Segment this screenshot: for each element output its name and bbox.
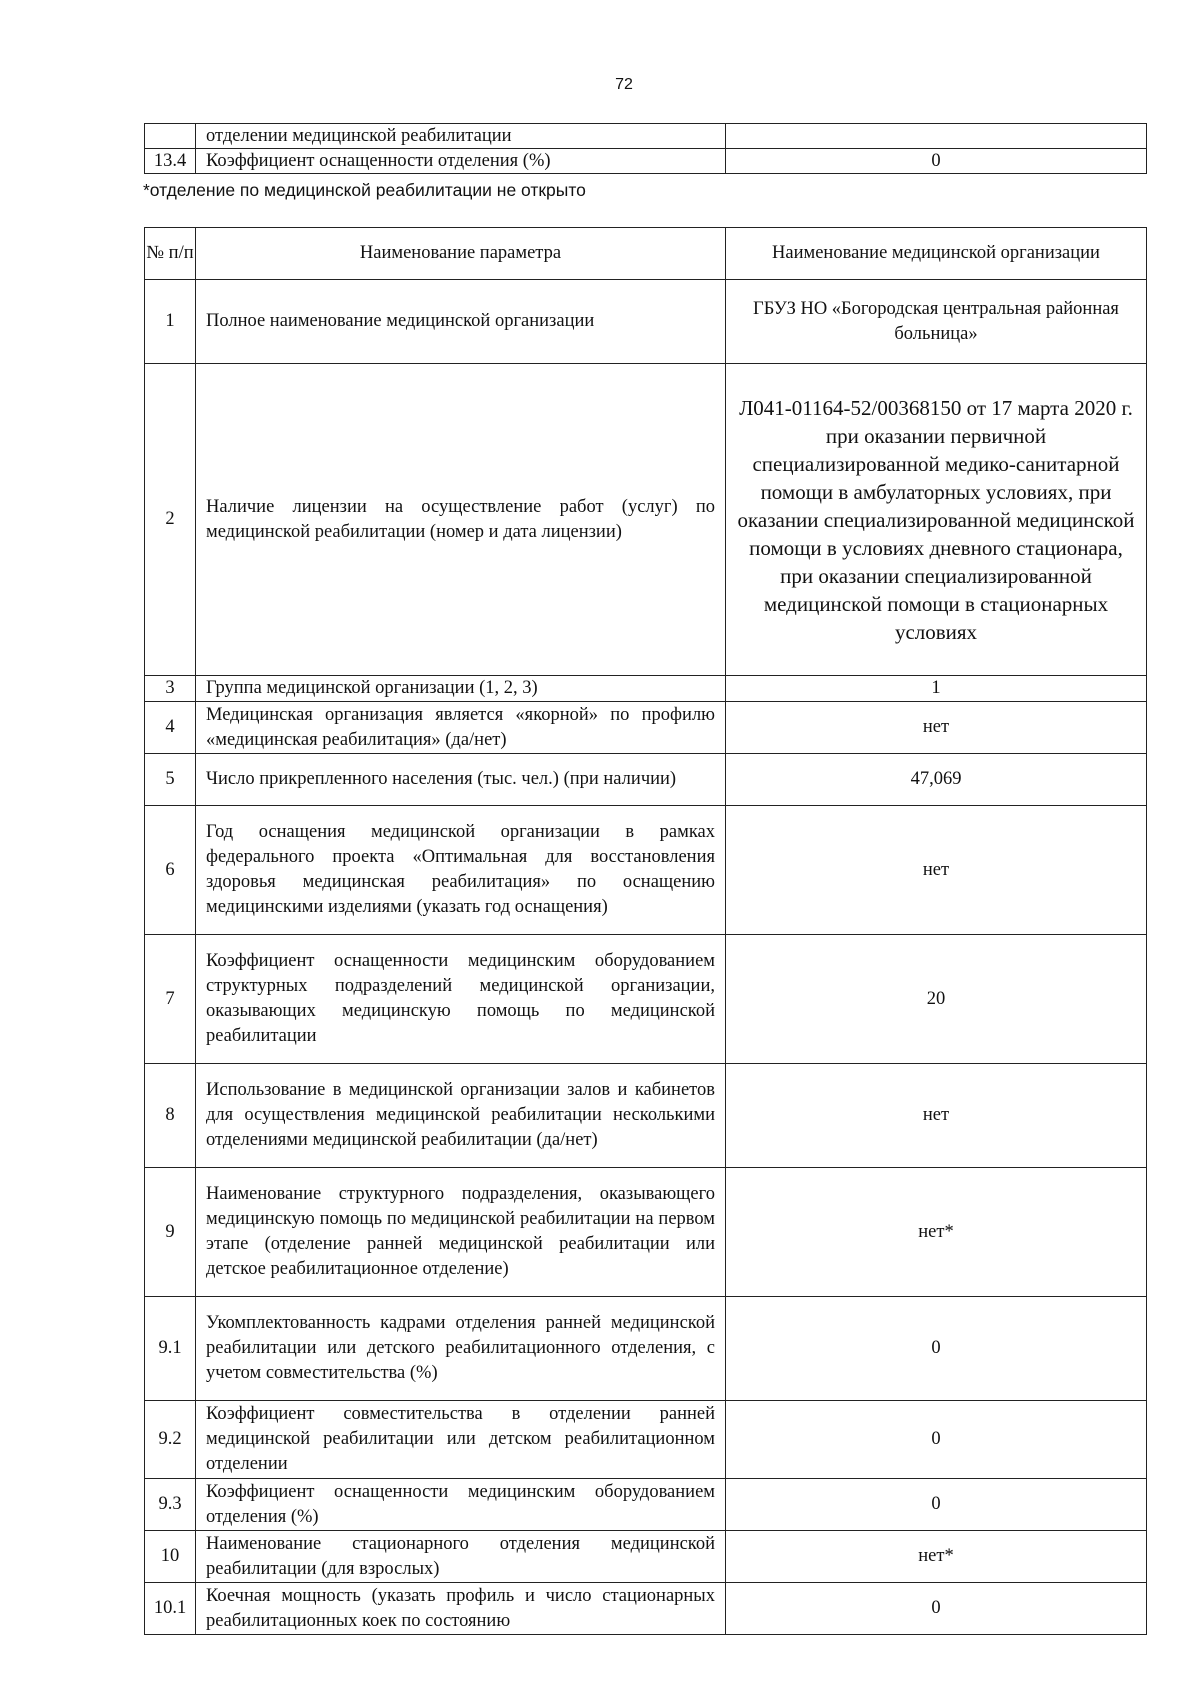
row-number: 1: [145, 280, 196, 364]
table-row: [145, 676, 1147, 702]
table-row: [145, 1064, 1147, 1168]
parameter-value: 20: [726, 935, 1147, 1064]
header-parameter: Наименование параметра: [196, 228, 726, 280]
parameter-value: нет: [726, 806, 1147, 935]
table-row: [145, 149, 1147, 174]
parameter-name: Коэффициент совместительства в отделении ранней медицинской реабилитации или детском реабилитационном отделении: [196, 1401, 726, 1479]
parameter-value: нет: [726, 1064, 1147, 1168]
parameter-name: отделении медицинской реабилитации: [196, 124, 726, 149]
row-number: 6: [145, 806, 196, 935]
parameter-value: 0: [726, 1583, 1147, 1635]
parameter-value: нет: [726, 702, 1147, 754]
table-row: [145, 364, 1147, 676]
footnote: *отделение по медицинской реабилитации не открыто: [143, 180, 586, 200]
row-number: 4: [145, 702, 196, 754]
parameter-name: Наименование структурного подразделения, оказывающего медицинскую помощь по медицинской реабилитации на первом этапе (отделение ранней медицинской реабилитации или детское реабилитационное отделение): [196, 1168, 726, 1297]
page-number: 72: [615, 76, 633, 93]
parameter-name: Число прикрепленного населения (тыс. чел.) (при наличии): [196, 754, 726, 806]
row-number: 9: [145, 1168, 196, 1297]
parameter-name: Год оснащения медицинской организации в рамках федерального проекта «Оптимальная для восстановления здоровья медицинская реабилитация» по оснащению медицинскими изделиями (указать год оснащения): [196, 806, 726, 935]
table-row: [145, 702, 1147, 754]
header-number: № п/п: [145, 228, 196, 280]
parameter-name: Коэффициент оснащенности медицинским оборудованием структурных подразделений медицинской организации, оказывающих медицинскую помощь по медицинской реабилитации: [196, 935, 726, 1064]
table-row: [145, 1297, 1147, 1401]
parameter-value: нет*: [726, 1531, 1147, 1583]
parameter-value: 1: [726, 676, 1147, 702]
top-table-fragment: [144, 123, 1147, 174]
table-row: [145, 124, 1147, 149]
parameter-value: 0: [726, 1401, 1147, 1479]
parameters-table: [144, 227, 1147, 1635]
row-number: 8: [145, 1064, 196, 1168]
row-number: 10: [145, 1531, 196, 1583]
row-number: 7: [145, 935, 196, 1064]
parameter-name: Коечная мощность (указать профиль и число стационарных реабилитационных коек по состоянию: [196, 1583, 726, 1635]
row-number: 9.1: [145, 1297, 196, 1401]
parameter-name: Наименование стационарного отделения медицинской реабилитации (для взрослых): [196, 1531, 726, 1583]
table-row: [145, 806, 1147, 935]
table-row: [145, 935, 1147, 1064]
table-row: [145, 754, 1147, 806]
row-number: 9.2: [145, 1401, 196, 1479]
table-row: [145, 1479, 1147, 1531]
parameter-name: Коэффициент оснащенности медицинским оборудованием отделения (%): [196, 1479, 726, 1531]
parameter-name: Медицинская организация является «якорной» по профилю «медицинская реабилитация» (да/нет): [196, 702, 726, 754]
row-number: 3: [145, 676, 196, 702]
parameter-value: [726, 124, 1147, 149]
table-row: [145, 1168, 1147, 1297]
row-number: [145, 124, 196, 149]
parameter-name: Укомплектованность кадрами отделения ранней медицинской реабилитации или детского реабилитационного отделения, с учетом совместительства (%): [196, 1297, 726, 1401]
table-row: [145, 280, 1147, 364]
parameter-value: ГБУЗ НО «Богородская центральная районная больница»: [726, 280, 1147, 364]
header-value: Наименование медицинской организации: [726, 228, 1147, 280]
parameter-value: нет*: [726, 1168, 1147, 1297]
table-row: [145, 1583, 1147, 1635]
parameter-value: 47,069: [726, 754, 1147, 806]
table-row: [145, 1401, 1147, 1479]
parameter-name: Наличие лицензии на осуществление работ (услуг) по медицинской реабилитации (номер и дата лицензии): [196, 364, 726, 676]
license-value: Л041-01164-52/00368150 от 17 марта 2020 г. при оказании первичной специализированной медико-санитарной помощи в амбулаторных условиях, при оказании специализированной медицинской помощи в условиях дневного стационара, при оказании специализированной медицинской помощи в стационарных условиях: [726, 364, 1147, 676]
parameter-name: Коэффициент оснащенности отделения (%): [196, 149, 726, 174]
row-number: 5: [145, 754, 196, 806]
row-number: 2: [145, 364, 196, 676]
parameter-value: 0: [726, 1297, 1147, 1401]
table-header: [145, 228, 1147, 280]
row-number: 10.1: [145, 1583, 196, 1635]
parameter-name: Использование в медицинской организации залов и кабинетов для осуществления медицинской реабилитации несколькими отделениями медицинской реабилитации (да/нет): [196, 1064, 726, 1168]
row-number: 9.3: [145, 1479, 196, 1531]
table-row: [145, 1531, 1147, 1583]
parameter-name: Полное наименование медицинской организации: [196, 280, 726, 364]
row-number: 13.4: [145, 149, 196, 174]
parameter-value: 0: [726, 1479, 1147, 1531]
parameter-name: Группа медицинской организации (1, 2, 3): [196, 676, 726, 702]
parameter-value: 0: [726, 149, 1147, 174]
